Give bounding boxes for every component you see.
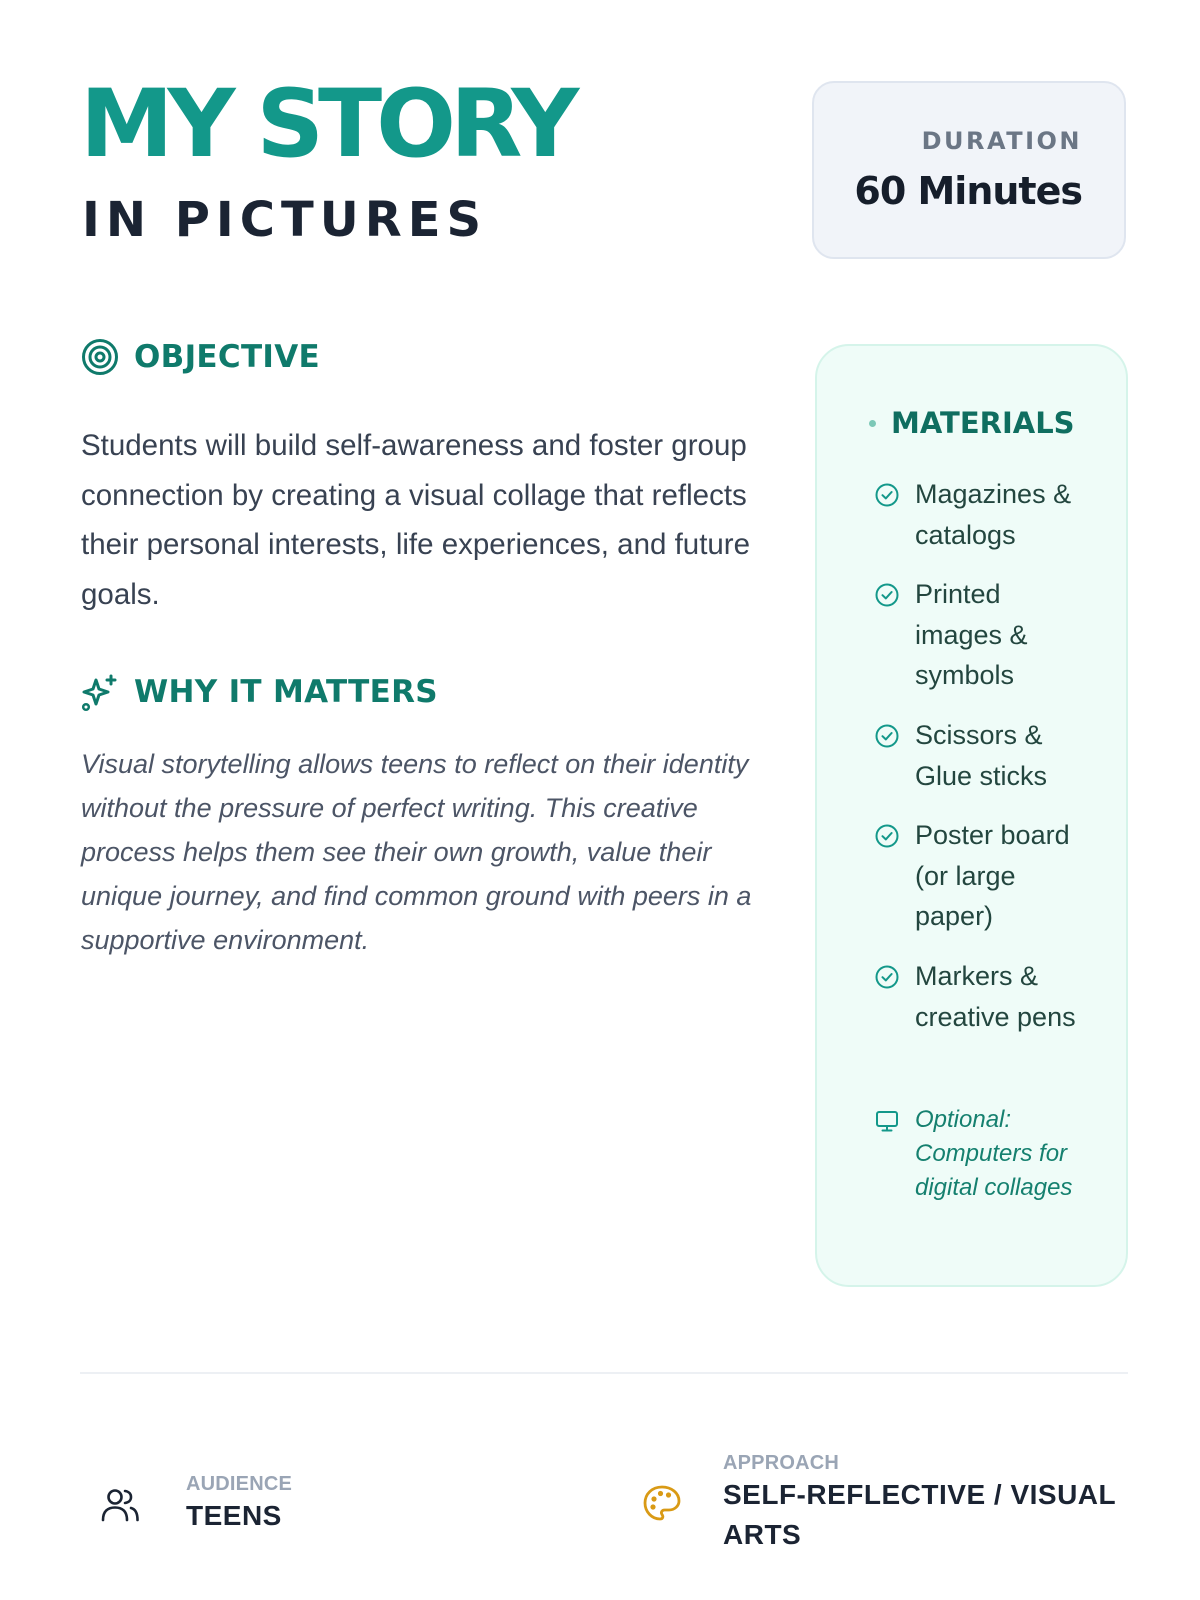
duration-label: DURATION	[921, 127, 1082, 155]
material-label: Scissors & Glue sticks	[915, 720, 1048, 791]
duration-card	[812, 81, 1126, 259]
why-text: Visual storytelling allows teens to reflect on their identity without the pressure of perfect writing. This creative process helps them see their own growth, value their unique journey, and find common ground with peers in a supportive environment.	[81, 749, 752, 955]
list-item	[874, 956, 1090, 1037]
page-title: MY STORY	[80, 70, 574, 179]
duration-value: 60 Minutes	[854, 169, 1082, 213]
material-label: Magazines & catalogs	[915, 479, 1072, 550]
target-icon	[80, 337, 120, 377]
approach-block	[641, 1452, 1123, 1555]
check-circle-icon	[874, 723, 900, 749]
optional-material-label: Optional: Computers for digital collages	[915, 1106, 1073, 1201]
bullet-dot-icon	[869, 420, 876, 427]
approach-label: APPROACH	[723, 1452, 840, 1474]
check-circle-icon	[874, 964, 900, 990]
audience-value: TEENS	[186, 1500, 282, 1531]
sparkles-icon	[80, 672, 120, 712]
materials-card	[815, 344, 1128, 1287]
list-item-optional	[874, 1103, 1090, 1205]
list-item	[874, 474, 1090, 555]
objective-text: Students will build self-awareness and foster group connection by creating a visual collage that reflects their personal interests, life experiences, and future goals.	[81, 429, 751, 611]
check-circle-icon	[874, 582, 900, 608]
monitor-icon	[874, 1108, 900, 1134]
users-icon	[98, 1483, 142, 1527]
material-label: Printed images & symbols	[915, 579, 1028, 690]
objective-heading-label: OBJECTIVE	[134, 339, 320, 375]
check-circle-icon	[874, 482, 900, 508]
footer-divider	[80, 1372, 1128, 1374]
list-item	[874, 574, 1090, 696]
why-heading-label: WHY IT MATTERS	[134, 674, 438, 710]
approach-value: SELF-REFLECTIVE / VISUAL ARTS	[723, 1479, 1116, 1550]
objective-heading	[80, 337, 320, 377]
material-label: Poster board (or large paper)	[915, 820, 1070, 931]
page-subtitle: IN PICTURES	[82, 192, 488, 248]
materials-heading	[869, 406, 1075, 440]
check-circle-icon	[874, 823, 900, 849]
audience-block	[98, 1473, 292, 1536]
list-item	[874, 715, 1090, 796]
materials-heading-label: MATERIALS	[891, 406, 1075, 440]
audience-label: AUDIENCE	[186, 1473, 293, 1495]
list-item	[874, 815, 1090, 937]
material-label: Markers & creative pens	[915, 961, 1076, 1032]
why-heading	[80, 672, 438, 712]
palette-icon	[641, 1483, 683, 1525]
